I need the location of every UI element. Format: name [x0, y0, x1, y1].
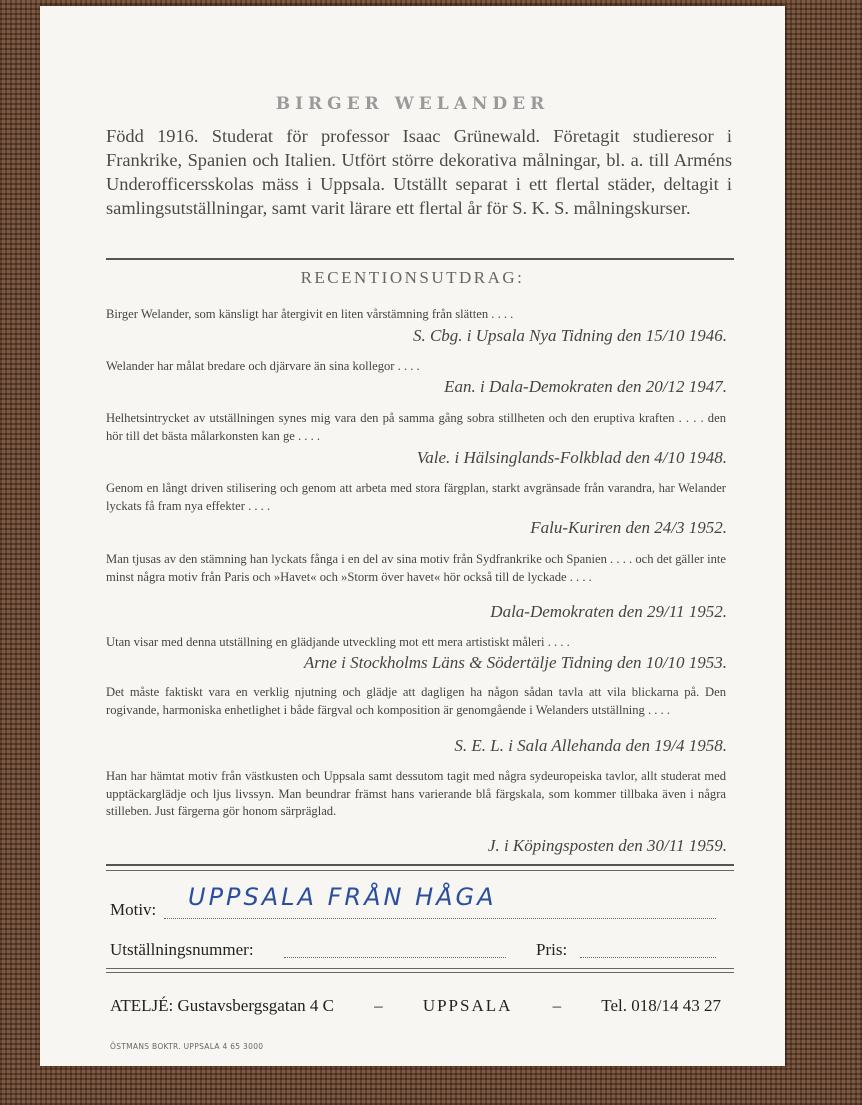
- artist-biography: Född 1916. Studerat för professor Isaac Grünewald. Företagit studieresor i Frankrike, Spanien och Italien. Utfört större dekorativa målningar, bl. a. till Arméns Underofficersskolas mäss i Uppsala. Utställt separat i ett flertal städer, deltagit i samlingsutställningar, samt varit lärare ett flertal år för S. K. S. målningskurser.: [106, 126, 732, 218]
- review-source: Dala-Demokraten den 29/11 1952.: [490, 602, 727, 621]
- review-text: Genom en långt driven stilisering och genom att arbeta med stora färgplan, starkt avgränsade från varandra, har Welander lyckats få fram nya effekter . . . .: [106, 481, 726, 513]
- price-label: Pris:: [536, 940, 568, 959]
- divider: [106, 864, 734, 866]
- artist-name-title: BIRGER WELANDER: [275, 94, 550, 114]
- printer-imprint: ÖSTMANS BOKTR. UPPSALA 4 65 3000: [110, 1042, 264, 1051]
- divider: [106, 972, 734, 973]
- review-source: Ean. i Dala-Demokraten den 20/12 1947.: [444, 377, 727, 396]
- review-source: J. i Köpingsposten den 30/11 1959.: [487, 836, 727, 855]
- review-text: Welander har målat bredare och djärvare än sina kollegor . . . .: [106, 359, 420, 373]
- motiv-handwritten-value: UPPSALA FRÅN HÅGA: [188, 883, 497, 911]
- exhibition-number-label: Utställningsnummer:: [110, 940, 254, 959]
- divider: [106, 258, 734, 260]
- phone-number: Tel. 018/14 43 27: [601, 996, 721, 1015]
- review-text: Utan visar med denna utställning en glädjande utveckling mot ett mera artistiskt måleri . . . .: [106, 635, 570, 649]
- divider: [106, 968, 734, 969]
- reviews-heading: RECENTIONSUTDRAG:: [300, 268, 525, 287]
- motiv-label: Motiv:: [110, 900, 157, 919]
- review-text: Han har hämtat motiv från västkusten och Uppsala samt dessutom tagit med några sydeuropeiska tavlor, allt studerat med upptäckarglädje och ljus livssyn. Man beundrar främst hans varierande blå färgskala, som kommer tillbaka även i några stilleben. Just färgerna gör honom särpräglad.: [106, 769, 726, 818]
- review-source: Falu-Kuriren den 24/3 1952.: [530, 518, 727, 537]
- motiv-field[interactable]: [164, 918, 716, 919]
- review-text: Man tjusas av den stämning han lyckats fånga i en del av sina motiv från Sydfrankrike och Spanien . . . . och det gäller inte minst några motiv från Paris och »Havet« och »Storm över havet« hör också till de lyckade . . . .: [106, 552, 726, 584]
- studio-address-row: [110, 996, 721, 1016]
- review-text: Det måste faktiskt vara en verklig njutning och glädje att dagligen ha någon sådan tavla att vila blickarna på. Den rogivande, harmoniska enhetlighet i både färgval och komposition är genomgående i Welanders utställning . . . .: [106, 685, 726, 717]
- review-source: Arne i Stockholms Läns & Södertälje Tidning den 10/10 1953.: [303, 653, 727, 672]
- document-sheet: [40, 6, 785, 1066]
- separator: –: [552, 996, 562, 1015]
- review-source: S. E. L. i Sala Allehanda den 19/4 1958.: [454, 736, 727, 755]
- review-text: Helhetsintrycket av utställningen synes mig vara den på samma gång sobra stillheten och den eruptiva kraften . . . . den hör till det bästa målarkonsten kan ge . . . .: [106, 411, 726, 443]
- review-text: Birger Welander, som känsligt har återgivit en liten vårstämning från slätten . . . .: [106, 307, 514, 321]
- review-source: S. Cbg. i Upsala Nya Tidning den 15/10 1946.: [412, 326, 727, 345]
- separator: –: [374, 996, 383, 1015]
- city: UPPSALA: [422, 996, 513, 1015]
- price-field[interactable]: [580, 957, 716, 958]
- review-source: Vale. i Hälsinglands-Folkblad den 4/10 1948.: [416, 448, 727, 467]
- divider: [106, 870, 734, 871]
- exhibition-number-field[interactable]: [284, 957, 506, 958]
- studio-address: ATELJÉ: Gustavsbergsgatan 4 C: [110, 996, 334, 1015]
